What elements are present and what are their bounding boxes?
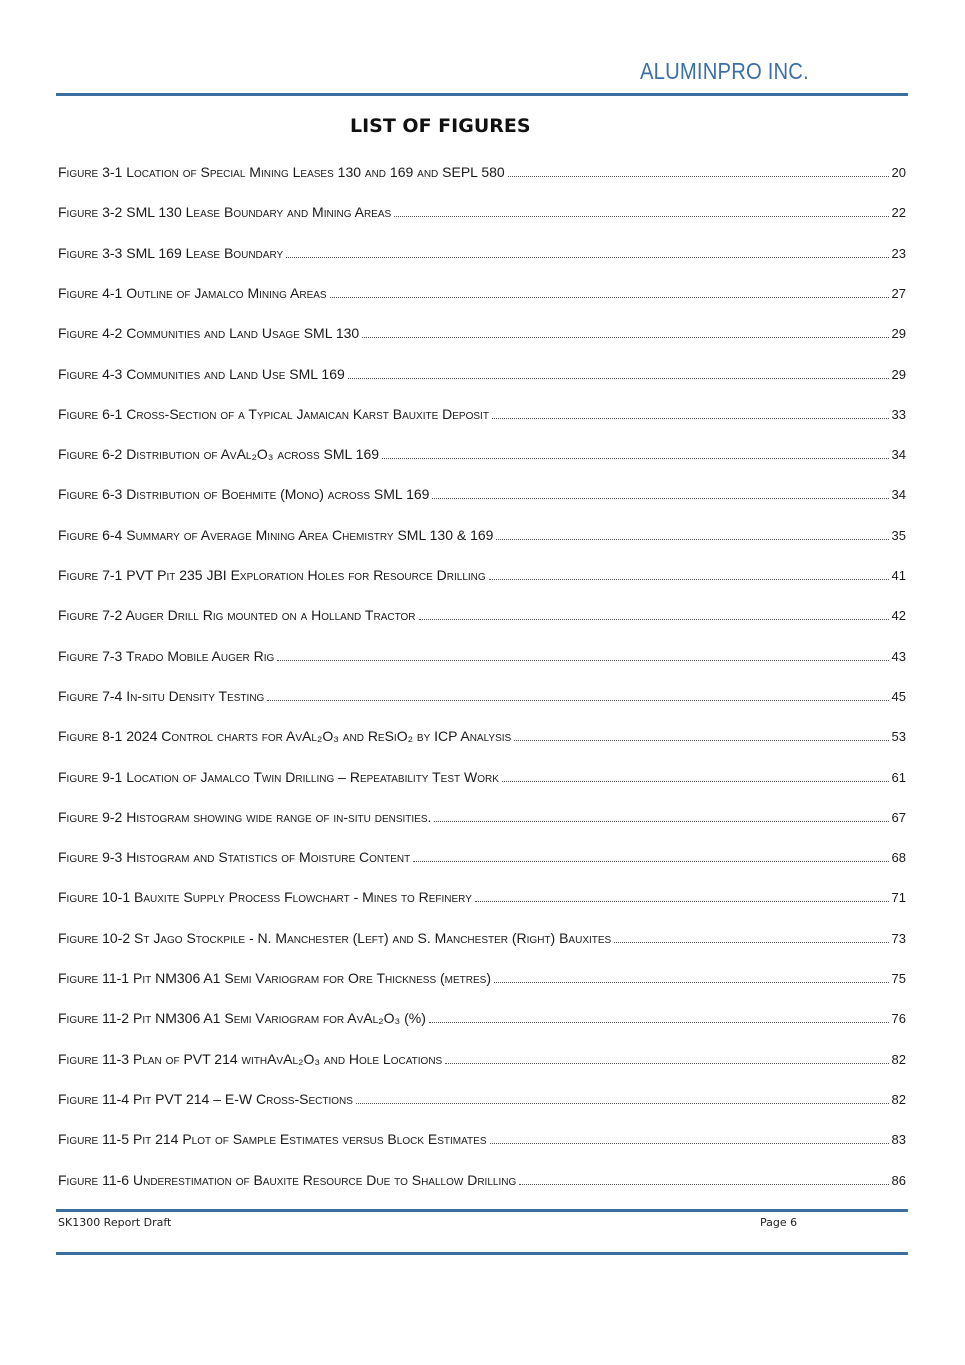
header-rule — [56, 93, 908, 96]
figure-entry[interactable] — [58, 1168, 906, 1188]
figure-entry-label: Figure 4-3 Communities and Land Use SML 169 — [58, 365, 345, 382]
figure-entry-page: 20 — [891, 165, 906, 180]
figure-entry-page: 76 — [891, 1011, 906, 1027]
dot-leader — [508, 175, 889, 177]
dot-leader — [362, 336, 888, 338]
figure-entry-page: 67 — [891, 809, 906, 825]
figure-entry-page: 23 — [891, 245, 906, 261]
figure-entry-label: Figure 11-3 Plan of PVT 214 withAvAl₂O₃ and Hole Locations — [58, 1050, 443, 1067]
figure-entry-label: Figure 10-2 St Jago Stockpile - N. Manchester (Left) and S. Manchester (Right) Bauxites — [58, 929, 612, 946]
figure-entry-page: 22 — [891, 205, 906, 221]
figure-entry-page: 27 — [891, 285, 906, 301]
dot-leader — [286, 256, 888, 258]
footer-rule-bottom — [56, 1252, 908, 1255]
dot-leader — [494, 981, 889, 983]
dot-leader — [502, 780, 889, 782]
dot-leader — [277, 659, 888, 661]
footer-report-name: SK1300 Report Draft — [58, 1216, 172, 1229]
figure-entry-page: 43 — [891, 648, 906, 664]
dot-leader — [429, 1021, 889, 1023]
figure-entry-label: Figure 6-2 Distribution of AvAl₂O₃ across SML 169 — [58, 446, 380, 463]
figure-entry[interactable] — [58, 765, 906, 785]
figure-entry-page: 68 — [891, 850, 906, 866]
figure-entry-page: 34 — [891, 447, 906, 463]
figure-entry-label: Figure 3-3 SML 169 Lease Boundary — [58, 244, 284, 261]
figure-entry-page: 29 — [891, 366, 906, 382]
figure-entry[interactable] — [58, 563, 906, 583]
figure-entry[interactable] — [58, 482, 906, 502]
figure-entry[interactable] — [58, 926, 906, 946]
figure-entry-label: Figure 11-2 Pit NM306 A1 Semi Variogram for AvAl₂O₃ (%) — [58, 1010, 426, 1027]
figure-entry[interactable] — [58, 805, 906, 825]
dot-leader — [492, 417, 889, 419]
figure-entry-label: Figure 11-5 Pit 214 Plot of Sample Estimates versus Block Estimates — [58, 1131, 487, 1148]
figure-entry-page: 42 — [891, 608, 906, 624]
figure-entry-label: Figure 10-1 Bauxite Supply Process Flowchart - Mines to Refinery — [58, 889, 472, 906]
figure-entry-label: Figure 6-4 Summary of Average Mining Area Chemistry SML 130 & 169 — [58, 526, 494, 543]
figure-entry[interactable] — [58, 241, 906, 261]
figure-entry-label: Figure 3-1 Location of Special Mining Leases 130 and 169 and SEPL 580 — [58, 164, 505, 180]
figure-entry-page: 71 — [891, 890, 906, 906]
figure-entry-label: Figure 7-4 In-situ Density Testing — [58, 687, 265, 704]
figure-entry[interactable] — [58, 845, 906, 865]
dot-leader — [267, 699, 888, 701]
dot-leader — [356, 1102, 889, 1104]
figure-entry-label: Figure 4-1 Outline of Jamalco Mining Areas — [58, 284, 327, 301]
dot-leader — [514, 739, 888, 741]
dot-leader — [419, 618, 889, 620]
figure-entry[interactable] — [58, 281, 906, 301]
figure-entry[interactable] — [58, 200, 906, 220]
company-name: ALUMINPRO INC. — [640, 58, 809, 84]
figure-entry-page: 86 — [891, 1172, 906, 1188]
figure-entry[interactable] — [58, 603, 906, 623]
figure-entry-page: 45 — [891, 688, 906, 704]
figure-entry-page: 82 — [891, 1091, 906, 1107]
dot-leader — [496, 538, 888, 540]
figure-entry[interactable] — [58, 160, 906, 180]
figure-entry[interactable] — [58, 362, 906, 382]
figure-entry[interactable] — [58, 684, 906, 704]
dot-leader — [475, 900, 889, 902]
figure-entry-page: 73 — [891, 930, 906, 946]
figure-entry[interactable] — [58, 1127, 906, 1147]
figure-entry[interactable] — [58, 724, 906, 744]
figure-entry[interactable] — [58, 644, 906, 664]
figure-entry-page: 35 — [891, 527, 906, 543]
figure-entry-page: 29 — [891, 326, 906, 342]
figure-entry-label: Figure 11-1 Pit NM306 A1 Semi Variogram for Ore Thickness (metres) — [58, 970, 492, 986]
figure-entry-page: 83 — [891, 1132, 906, 1148]
figure-entry[interactable] — [58, 885, 906, 905]
dot-leader — [330, 296, 889, 298]
figure-entry[interactable] — [58, 442, 906, 462]
dot-leader — [614, 941, 888, 943]
dot-leader — [394, 215, 888, 217]
footer-page-number: Page 6 — [760, 1216, 798, 1229]
dot-leader — [432, 497, 888, 499]
figure-entry-label: Figure 7-2 Auger Drill Rig mounted on a Holland Tractor — [58, 607, 416, 624]
figure-entry[interactable] — [58, 402, 906, 422]
dot-leader — [519, 1183, 888, 1185]
figure-entry-page: 75 — [891, 971, 906, 986]
dot-leader — [445, 1062, 888, 1064]
figure-entry[interactable] — [58, 1047, 906, 1067]
figure-entry-label: Figure 4-2 Communities and Land Usage SML 130 — [58, 325, 360, 342]
figure-entry[interactable] — [58, 1087, 906, 1107]
figure-entry-page: 33 — [891, 406, 906, 422]
dot-leader — [490, 1142, 889, 1144]
figure-entry-page: 53 — [891, 729, 906, 745]
dot-leader — [348, 377, 889, 379]
footer-rule-top — [56, 1209, 908, 1212]
page-title-text: LIST OF FIGURES — [350, 115, 531, 137]
dot-leader — [382, 457, 888, 459]
figure-entry[interactable] — [58, 1006, 906, 1026]
dot-leader — [413, 860, 888, 862]
figure-entry-label: Figure 7-3 Trado Mobile Auger Rig — [58, 647, 275, 664]
figure-entry-label: Figure 11-4 Pit PVT 214 – E-W Cross-Sections — [58, 1090, 353, 1107]
figure-entry-label: Figure 9-3 Histogram and Statistics of Moisture Content — [58, 849, 411, 866]
figure-entry-page: 61 — [891, 769, 906, 785]
dot-leader — [434, 820, 888, 822]
figure-entry-page: 82 — [891, 1051, 906, 1067]
figure-entry-label: Figure 9-2 Histogram showing wide range of in-situ densities. — [58, 808, 432, 825]
figure-entry[interactable] — [58, 321, 906, 341]
figure-entry[interactable] — [58, 966, 906, 986]
dot-leader — [489, 578, 889, 580]
figure-entry-label: Figure 11-6 Underestimation of Bauxite Resource Due to Shallow Drilling — [58, 1171, 517, 1188]
figure-entry[interactable] — [58, 523, 906, 543]
figure-entry-label: Figure 6-3 Distribution of Boehmite (Mono) across SML 169 — [58, 486, 430, 503]
figure-entry-page: 41 — [891, 568, 906, 583]
figure-entry-page: 34 — [891, 487, 906, 503]
figure-entry-label: Figure 8-1 2024 Control charts for AvAl₂O₃ and ReSiO₂ by ICP Analysis — [58, 728, 512, 745]
figure-entry-label: Figure 6-1 Cross-Section of a Typical Jamaican Karst Bauxite Deposit — [58, 405, 489, 422]
figure-entry-label: Figure 9-1 Location of Jamalco Twin Drilling – Repeatability Test Work — [58, 768, 499, 785]
figure-entry-label: Figure 7-1 PVT Pit 235 JBI Exploration Holes for Resource Drilling — [58, 567, 486, 583]
figure-entry-label: Figure 3-2 SML 130 Lease Boundary and Mining Areas — [58, 204, 392, 221]
